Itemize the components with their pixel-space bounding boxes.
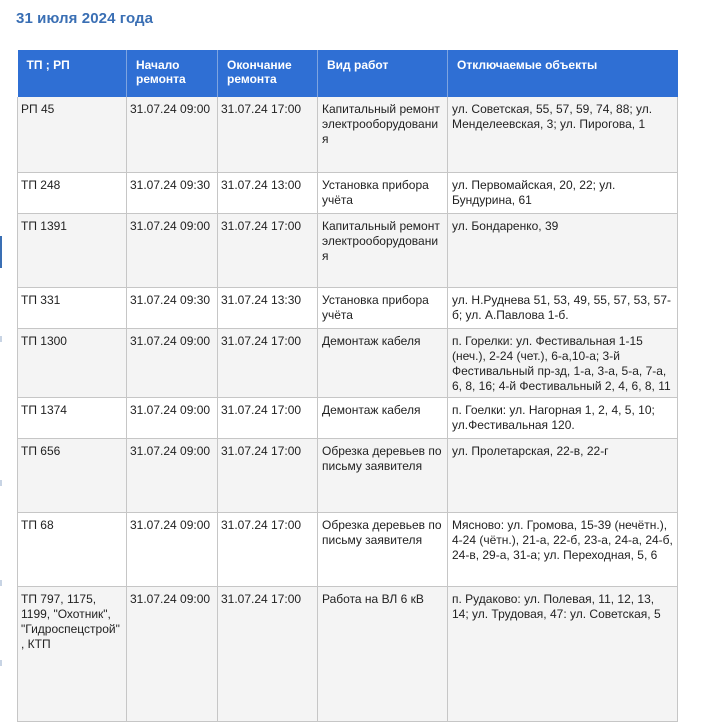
rail-marker <box>0 480 2 486</box>
cell-start: 31.07.24 09:00 <box>127 328 218 397</box>
cell-tp: ТП 1300 <box>18 328 127 397</box>
cell-tp: ТП 1374 <box>18 397 127 438</box>
cell-works: Работа на ВЛ 6 кВ <box>318 586 448 721</box>
cell-start: 31.07.24 09:00 <box>127 586 218 721</box>
cell-tp: ТП 331 <box>18 287 127 328</box>
cell-works: Установка прибора учёта <box>318 287 448 328</box>
cell-start: 31.07.24 09:00 <box>127 213 218 287</box>
outage-schedule-table <box>17 50 678 722</box>
header-objects: Отключаемые объекты <box>448 50 678 97</box>
cell-works: Обрезка деревьев по письму заявителя <box>318 512 448 586</box>
cell-works: Демонтаж кабеля <box>318 397 448 438</box>
cell-objects: п. Горелки: ул. Фестивальная 1-15 (неч.), 2-24 (чет.), 6-а,10-а; 3-й Фестивальный пр-зд, 1-а, 3-а, 5-а, 7-а, 6, 8, 16; 4-й Фестивальный 2, 4, 6, 8, 11 <box>448 328 678 397</box>
cell-end: 31.07.24 17:00 <box>218 397 318 438</box>
rail-marker <box>0 236 2 268</box>
cell-end: 31.07.24 17:00 <box>218 97 318 172</box>
cell-start: 31.07.24 09:00 <box>127 97 218 172</box>
cell-start: 31.07.24 09:00 <box>127 512 218 586</box>
cell-works: Капитальный ремонт электрооборудования <box>318 97 448 172</box>
page-title: 31 июля 2024 года <box>16 10 154 27</box>
cell-objects: ул. Советская, 55, 57, 59, 74, 88; ул. Менделеевская, 3; ул. Пирогова, 1 <box>448 97 678 172</box>
cell-start: 31.07.24 09:30 <box>127 172 218 213</box>
cell-end: 31.07.24 17:00 <box>218 586 318 721</box>
rail-marker <box>0 660 2 666</box>
cell-tp: ТП 1391 <box>18 213 127 287</box>
cell-works: Капитальный ремонт электрооборудования <box>318 213 448 287</box>
cell-start: 31.07.24 09:00 <box>127 397 218 438</box>
cell-objects: ул. Н.Руднева 51, 53, 49, 55, 57, 53, 57-б; ул. А.Павлова 1-б. <box>448 287 678 328</box>
table-row <box>18 328 678 397</box>
cell-tp: РП 45 <box>18 97 127 172</box>
table-row <box>18 97 678 172</box>
rail-marker <box>0 336 2 342</box>
cell-objects: п. Рудаково: ул. Полевая, 11, 12, 13, 14; ул. Трудовая, 47: ул. Советская, 5 <box>448 586 678 721</box>
cell-works: Обрезка деревьев по письму заявителя <box>318 438 448 512</box>
cell-end: 31.07.24 17:00 <box>218 213 318 287</box>
cell-objects: Мясново: ул. Громова, 15-39 (нечётн.), 4-24 (чётн.), 21-а, 22-б, 23-а, 24-а, 24-б, 24-в, 29-а, 31-а; ул. Переходная, 5, 6 <box>448 512 678 586</box>
header-end: Окончание ремонта <box>218 50 318 97</box>
cell-works: Демонтаж кабеля <box>318 328 448 397</box>
table-row <box>18 213 678 287</box>
cell-end: 31.07.24 13:30 <box>218 287 318 328</box>
header-works: Вид работ <box>318 50 448 97</box>
cell-tp: ТП 248 <box>18 172 127 213</box>
table-row <box>18 586 678 721</box>
table-row <box>18 287 678 328</box>
table-row <box>18 172 678 213</box>
left-scroll-rail <box>0 0 3 727</box>
header-tp: ТП ; РП <box>18 50 127 97</box>
rail-marker <box>0 580 2 586</box>
table-header-row <box>18 50 678 97</box>
cell-end: 31.07.24 13:00 <box>218 172 318 213</box>
table-row <box>18 397 678 438</box>
cell-objects: ул. Пролетарская, 22-в, 22-г <box>448 438 678 512</box>
cell-objects: ул. Бондаренко, 39 <box>448 213 678 287</box>
cell-objects: ул. Первомайская, 20, 22; ул. Бундурина, 61 <box>448 172 678 213</box>
cell-end: 31.07.24 17:00 <box>218 512 318 586</box>
header-start: Начало ремонта <box>127 50 218 97</box>
cell-start: 31.07.24 09:00 <box>127 438 218 512</box>
cell-tp: ТП 656 <box>18 438 127 512</box>
cell-tp: ТП 797, 1175, 1199, "Охотник", "Гидроспецстрой", КТП <box>18 586 127 721</box>
cell-start: 31.07.24 09:30 <box>127 287 218 328</box>
cell-end: 31.07.24 17:00 <box>218 328 318 397</box>
cell-objects: п. Гоелки: ул. Нагорная 1, 2, 4, 5, 10; ул.Фестивальная 120. <box>448 397 678 438</box>
table-row <box>18 438 678 512</box>
cell-works: Установка прибора учёта <box>318 172 448 213</box>
table-row <box>18 512 678 586</box>
cell-end: 31.07.24 17:00 <box>218 438 318 512</box>
cell-tp: ТП 68 <box>18 512 127 586</box>
